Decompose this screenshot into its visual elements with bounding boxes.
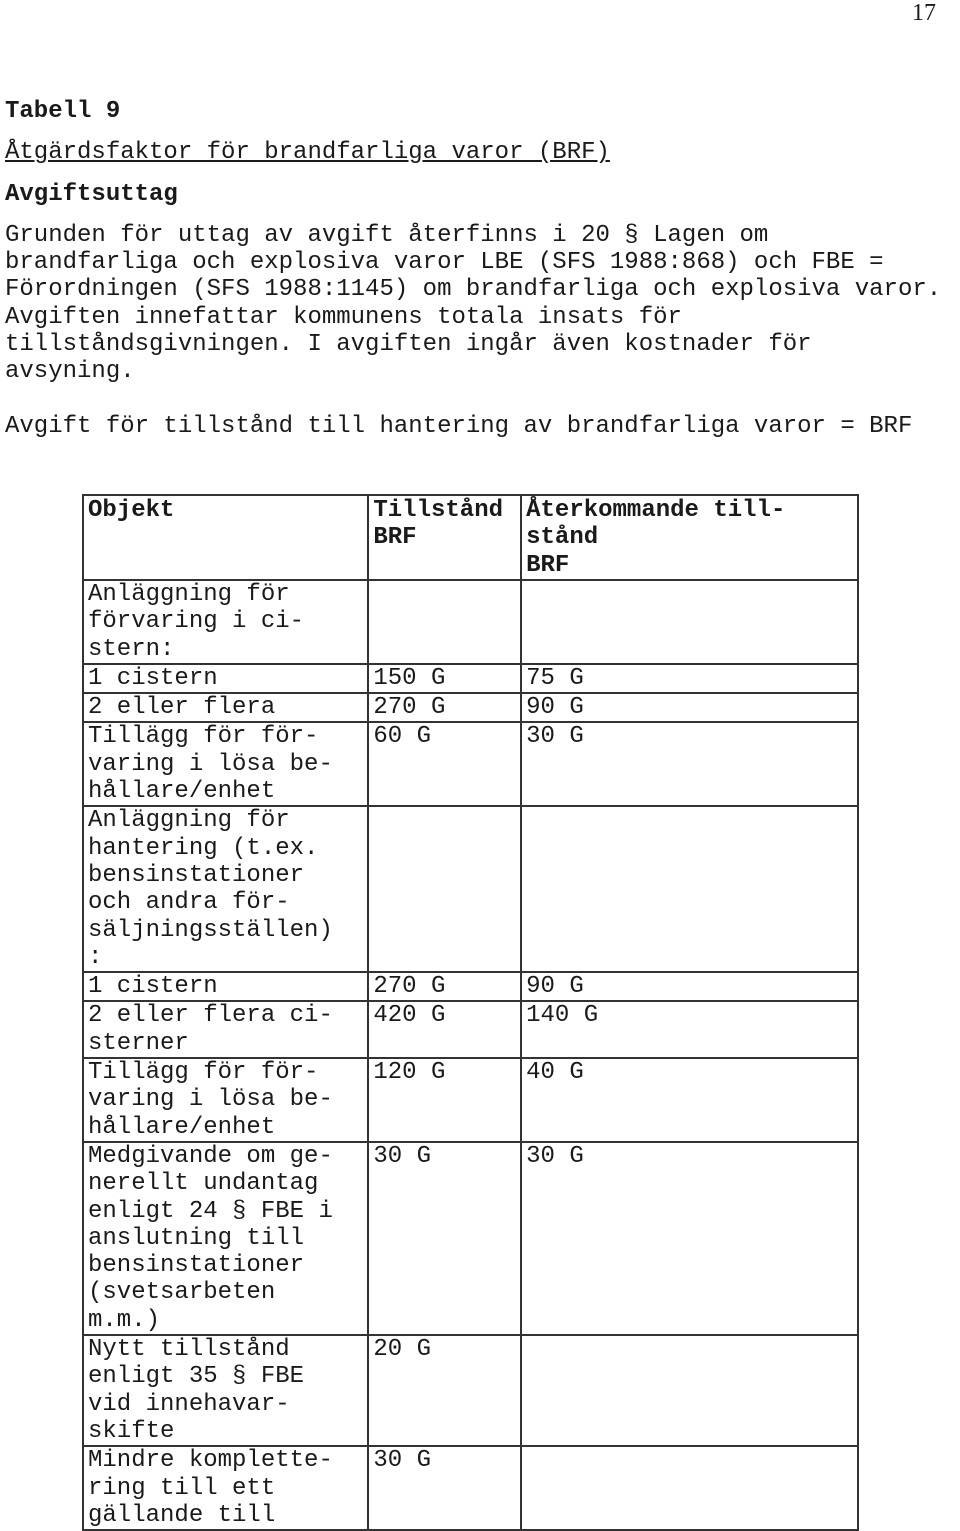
page-number: 17 [912, 0, 936, 26]
cell-permit: 60 G [368, 722, 521, 806]
header-object: Objekt [83, 495, 368, 580]
document-body [5, 98, 950, 440]
cell-permit: 270 G [368, 693, 521, 722]
cell-permit: 270 G [368, 972, 521, 1001]
table-row [83, 1142, 858, 1335]
table-header-row [83, 495, 858, 580]
cell-recurring: 90 G [521, 972, 858, 1001]
table-label: Tabell 9 [5, 98, 121, 125]
intro-paragraph: Grunden för uttag av avgift återfinns i 20 § Lagen om brandfarliga och explosiva varor LBE (SFS 1988:868) och FBE = Förordningen (SFS 1988:1145) om brandfarliga och explosiva varor. Avgiften innefattar kommunens totala insats för tillståndsgivningen. I avgiften ingår även kostnader för avsyning. [5, 221, 942, 386]
header-recurring: Återkommande till- stånd BRF [521, 495, 858, 580]
cell-object: 2 eller flera [83, 693, 368, 722]
document-subtitle: Åtgärdsfaktor för brandfarliga varor (BRF) [5, 139, 610, 167]
cell-permit: 120 G [368, 1058, 521, 1142]
cell-object: Anläggning för hantering (t.ex. bensinstationer och andra för- säljningsställen) : [83, 806, 368, 972]
cell-recurring [521, 580, 858, 664]
table-row [83, 664, 858, 693]
table-row [83, 806, 858, 972]
cell-object: Mindre komplette- ring till ett gällande till [83, 1446, 368, 1530]
cell-recurring [521, 1335, 858, 1446]
cell-recurring: 30 G [521, 722, 858, 806]
cell-permit: 20 G [368, 1335, 521, 1446]
fee-definition: Avgift för tillstånd till hantering av brandfarliga varor = BRF [5, 412, 913, 440]
cell-object: Medgivande om ge- nerellt undantag enligt 24 § FBE i anslutning till bensinstationer (svetsarbeten m.m.) [83, 1142, 368, 1335]
table-row [83, 1335, 858, 1446]
header-permit: Tillstånd BRF [368, 495, 521, 580]
table-row [83, 972, 858, 1001]
cell-object: 2 eller flera ci- sterner [83, 1001, 368, 1058]
cell-permit: 30 G [368, 1446, 521, 1530]
cell-recurring: 30 G [521, 1142, 858, 1335]
table-row [83, 722, 858, 806]
cell-recurring: 90 G [521, 693, 858, 722]
cell-permit: 420 G [368, 1001, 521, 1058]
cell-permit [368, 806, 521, 972]
table-row [83, 1058, 858, 1142]
cell-recurring: 140 G [521, 1001, 858, 1058]
cell-object: Tillägg för för- varing i lösa be- hållare/enhet [83, 722, 368, 806]
section-heading: Avgiftsuttag [5, 180, 178, 208]
cell-permit: 30 G [368, 1142, 521, 1335]
table-row [83, 1001, 858, 1058]
cell-recurring [521, 1446, 858, 1530]
fee-table [82, 494, 859, 1531]
table-row [83, 693, 858, 722]
cell-recurring: 75 G [521, 664, 858, 693]
cell-object: Anläggning för förvaring i ci- stern: [83, 580, 368, 664]
cell-object: Tillägg för för- varing i lösa be- hållare/enhet [83, 1058, 368, 1142]
cell-object: 1 cistern [83, 972, 368, 1001]
table-row [83, 580, 858, 664]
cell-object: Nytt tillstånd enligt 35 § FBE vid innehavar- skifte [83, 1335, 368, 1446]
cell-permit [368, 580, 521, 664]
cell-object: 1 cistern [83, 664, 368, 693]
cell-permit: 150 G [368, 664, 521, 693]
cell-recurring [521, 806, 858, 972]
cell-recurring: 40 G [521, 1058, 858, 1142]
table-row [83, 1446, 858, 1530]
